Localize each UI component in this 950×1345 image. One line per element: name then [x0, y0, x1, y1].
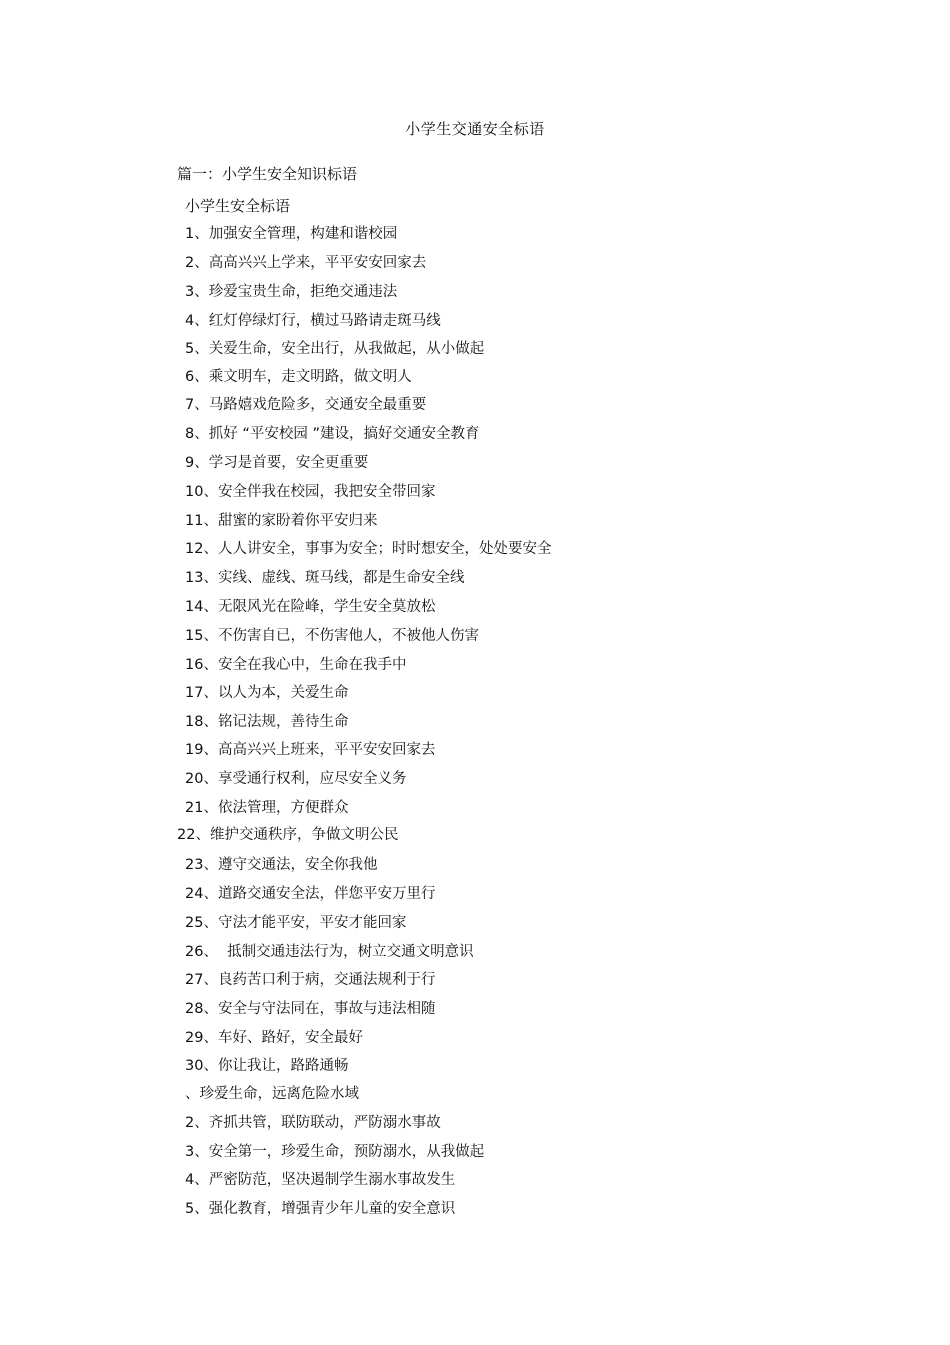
slogan-item: 13、实线、虚线、斑马线，都是生命安全线 — [185, 570, 465, 586]
slogan-item: 9、学习是首要，安全更重要 — [185, 455, 369, 471]
document-title: 小学生交通安全标语 — [405, 120, 545, 138]
slogan-item: 27、良药苦口利于病，交通法规利于行 — [185, 972, 436, 988]
slogan-item: 19、高高兴兴上班来，平平安安回家去 — [185, 742, 436, 758]
slogan-item: 4、严密防范，坚决遏制学生溺水事故发生 — [185, 1172, 456, 1188]
slogan-item: 12、人人讲安全，事事为安全；时时想安全，处处要安全 — [185, 541, 552, 557]
slogan-item: 26、 抵制交通违法行为，树立交通文明意识 — [185, 944, 474, 960]
slogan-item: 17、以人为本，关爱生命 — [185, 685, 349, 701]
slogan-item: 18、铭记法规，善待生命 — [185, 714, 349, 730]
slogan-item: 6、乘文明车，走文明路，做文明人 — [185, 369, 412, 385]
slogan-item: 22、维护交通秩序，争做文明公民 — [177, 827, 399, 843]
slogan-item: 16、安全在我心中，生命在我手中 — [185, 657, 407, 673]
slogan-item: 2、高高兴兴上学来，平平安安回家去 — [185, 255, 427, 271]
slogan-item: 1、加强安全管理，构建和谐校园 — [185, 226, 398, 242]
slogan-item: 4、红灯停绿灯行，横过马路请走斑马线 — [185, 313, 441, 329]
slogan-item: 23、遵守交通法，安全你我他 — [185, 857, 378, 873]
slogan-item: 10、安全伴我在校园，我把安全带回家 — [185, 484, 436, 500]
slogan-item: 3、珍爱宝贵生命，拒绝交通违法 — [185, 284, 398, 300]
slogan-item: 24、道路交通安全法，伴您平安万里行 — [185, 886, 436, 902]
slogan-item: 21、依法管理，方便群众 — [185, 800, 349, 816]
slogan-item: 2、齐抓共管，联防联动，严防溺水事故 — [185, 1115, 441, 1131]
slogan-item: 、珍爱生命，远离危险水域 — [185, 1086, 359, 1102]
slogan-item: 5、强化教育，增强青少年儿童的安全意识 — [185, 1201, 456, 1217]
slogan-item: 20、享受通行权利，应尽安全义务 — [185, 771, 407, 787]
slogan-item: 14、无限风光在险峰，学生安全莫放松 — [185, 599, 436, 615]
slogan-item: 30、你让我让，路路通畅 — [185, 1058, 349, 1074]
slogan-item: 29、车好、路好，安全最好 — [185, 1030, 363, 1046]
slogan-item: 3、安全第一，珍爱生命，预防溺水，从我做起 — [185, 1144, 485, 1160]
slogan-item: 15、不伤害自已，不伤害他人，不被他人伤害 — [185, 628, 479, 644]
slogan-item: 7、马路嬉戏危险多，交通安全最重要 — [185, 397, 427, 413]
slogan-item: 11、甜蜜的家盼着你平安归来 — [185, 513, 378, 529]
slogan-list-heading: 小学生安全标语 — [185, 197, 291, 215]
slogan-item: 8、抓好 “平安校园 ”建设，搞好交通安全教育 — [185, 426, 480, 442]
slogan-item: 28、安全与守法同在，事故与违法相随 — [185, 1001, 436, 1017]
slogan-item: 25、守法才能平安，平安才能回家 — [185, 915, 407, 931]
section-heading: 篇一：小学生安全知识标语 — [177, 165, 358, 183]
slogan-item: 5、关爱生命，安全出行，从我做起，从小做起 — [185, 341, 485, 357]
